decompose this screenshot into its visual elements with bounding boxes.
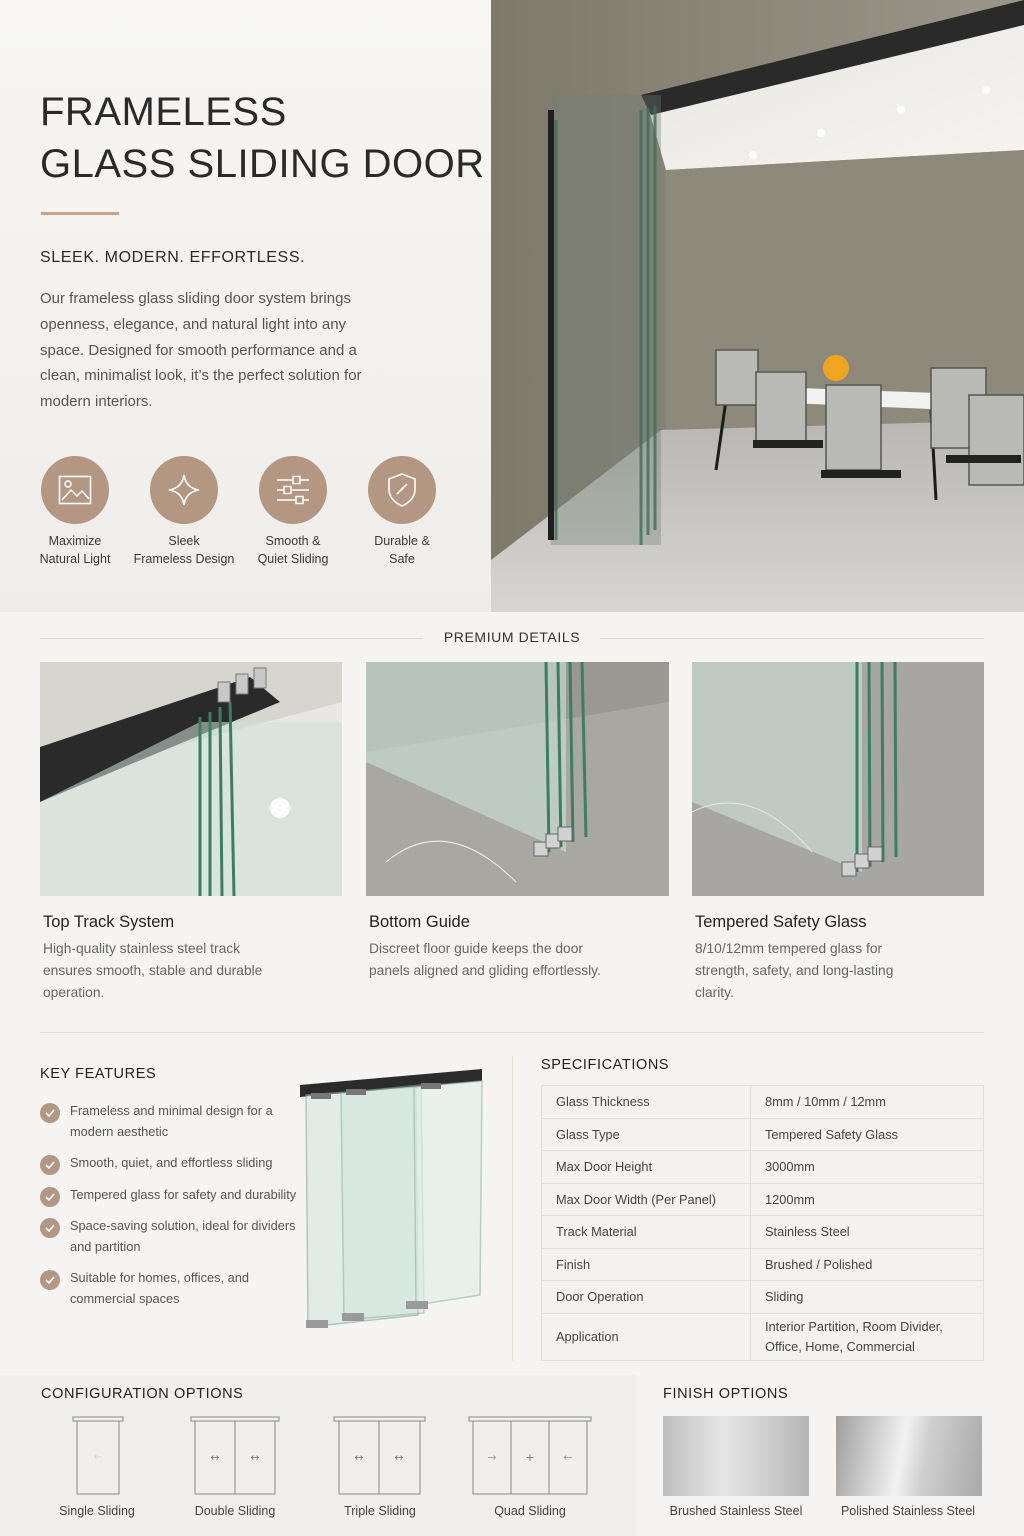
product-render	[296, 1065, 488, 1335]
spec-value: Stainless Steel	[751, 1216, 984, 1249]
title-line-1: FRAMELESS	[40, 90, 287, 134]
feature-item	[40, 1185, 300, 1206]
hero-description: Our frameless glass sliding door system brings openness, elegance, and natural light into any space. Designed for smooth performance and a clean, minimalist look, it’s the perfect solution for modern interiors.	[40, 290, 362, 411]
spec-value: 8mm / 10mm / 12mm	[751, 1086, 984, 1119]
spec-value: Brushed / Polished	[751, 1248, 984, 1281]
config-label: Double Sliding	[194, 1504, 276, 1518]
quad-door-diagram	[465, 1416, 595, 1498]
feature-text: Space-saving solution, ideal for dividers and partition	[70, 1218, 296, 1254]
detail-tempered-glass	[692, 662, 984, 1004]
benefit-list	[30, 456, 470, 576]
triple-door-diagram	[325, 1416, 435, 1498]
title-divider	[41, 212, 119, 215]
sparkle-icon	[150, 456, 218, 524]
feature-text: Tempered glass for safety and durability	[70, 1186, 297, 1202]
double-door-diagram	[180, 1416, 290, 1498]
hero-text-panel	[0, 0, 491, 612]
section-divider	[40, 1032, 984, 1033]
finish-label: Brushed Stainless Steel	[669, 1504, 803, 1518]
spec-key: Glass Thickness	[542, 1086, 751, 1119]
table-row	[542, 1281, 984, 1314]
svg-text:←: ←	[93, 1452, 103, 1463]
config-quad-sliding	[465, 1416, 595, 1518]
benefit-label: Maximize Natural Light	[39, 534, 111, 566]
svg-text:←: ←	[563, 1451, 573, 1464]
benefit-frameless-design	[129, 456, 239, 568]
feature-text: Smooth, quiet, and effortless sliding	[70, 1155, 273, 1170]
check-icon	[40, 1103, 60, 1123]
check-icon	[40, 1187, 60, 1207]
table-row	[542, 1183, 984, 1216]
brushed-steel-swatch	[663, 1416, 809, 1496]
spec-key: Glass Type	[542, 1118, 751, 1151]
svg-text:↔: ↔	[210, 1451, 220, 1464]
spec-key: Track Material	[542, 1216, 751, 1249]
svg-text:↔: ↔	[250, 1451, 260, 1464]
feature-item	[40, 1216, 300, 1257]
hero-room-photo	[491, 0, 1024, 612]
detail-top-track	[40, 662, 342, 1004]
spec-key: Application	[542, 1313, 751, 1360]
feature-item	[40, 1153, 300, 1174]
page-title	[40, 86, 485, 190]
svg-text:↔: ↔	[354, 1451, 364, 1464]
spec-key: Finish	[542, 1248, 751, 1281]
benefit-quiet-sliding	[238, 456, 348, 568]
detail-title: Bottom Guide	[369, 913, 470, 931]
spec-value: Tempered Safety Glass	[751, 1118, 984, 1151]
svg-text:↔: ↔	[394, 1451, 404, 1464]
config-label: Single Sliding	[59, 1504, 135, 1518]
feature-text: Frameless and minimal design for a modern aesthetic	[70, 1103, 273, 1139]
specifications-table	[541, 1085, 984, 1361]
table-row	[542, 1151, 984, 1184]
key-features-list	[40, 1101, 300, 1320]
table-row	[542, 1248, 984, 1281]
check-icon	[40, 1270, 60, 1290]
tempered-glass-photo	[692, 662, 984, 896]
sliders-icon	[259, 456, 327, 524]
config-label: Triple Sliding	[344, 1504, 416, 1518]
specifications-heading: SPECIFICATIONS	[541, 1057, 670, 1073]
detail-title: Top Track System	[43, 913, 175, 931]
config-single-sliding	[47, 1416, 147, 1518]
hero-section	[0, 0, 1024, 612]
shield-icon	[368, 456, 436, 524]
table-row	[542, 1086, 984, 1119]
premium-details-header	[40, 629, 984, 649]
check-icon	[40, 1155, 60, 1175]
top-track-photo	[40, 662, 342, 896]
configuration-heading: CONFIGURATION OPTIONS	[41, 1386, 244, 1402]
check-icon	[40, 1218, 60, 1238]
tagline: SLEEK. MODERN. EFFORTLESS.	[40, 249, 306, 266]
polished-steel-swatch	[836, 1416, 982, 1496]
benefit-label: Smooth & Quiet Sliding	[257, 534, 329, 566]
feature-item	[40, 1101, 300, 1142]
svg-text:+: +	[525, 1451, 535, 1464]
finish-label: Polished Stainless Steel	[840, 1504, 976, 1518]
svg-text:→: →	[487, 1451, 497, 1464]
spec-value: 1200mm	[751, 1183, 984, 1216]
image-icon	[41, 456, 109, 524]
spec-value: 3000mm	[751, 1151, 984, 1184]
detail-text: High-quality stainless steel track ensures smooth, stable and durable operation.	[43, 941, 263, 1000]
table-row	[542, 1313, 984, 1360]
feature-text: Suitable for homes, offices, and commercial spaces	[70, 1270, 250, 1306]
detail-title: Tempered Safety Glass	[695, 913, 867, 931]
title-line-2: GLASS SLIDING DOOR	[40, 142, 485, 186]
spec-value: Sliding	[751, 1281, 984, 1314]
config-double-sliding	[180, 1416, 290, 1518]
spec-key: Max Door Width (Per Panel)	[542, 1183, 751, 1216]
benefit-durable-safe	[347, 456, 457, 568]
finish-heading: FINISH OPTIONS	[663, 1386, 789, 1402]
bottom-guide-photo	[366, 662, 669, 896]
column-divider	[512, 1056, 513, 1361]
detail-text: 8/10/12mm tempered glass for strength, safety, and long-lasting clarity.	[695, 941, 894, 1000]
single-door-diagram	[47, 1416, 147, 1498]
spec-key: Max Door Height	[542, 1151, 751, 1184]
benefit-label: Sleek Frameless Design	[133, 534, 235, 566]
key-features-heading: KEY FEATURES	[40, 1066, 157, 1082]
table-row	[542, 1216, 984, 1249]
detail-text: Discreet floor guide keeps the door panels aligned and gliding effortlessly.	[369, 941, 601, 978]
feature-item	[40, 1268, 300, 1309]
benefit-natural-light	[20, 456, 130, 568]
table-row	[542, 1118, 984, 1151]
benefit-label: Durable & Safe	[374, 534, 430, 566]
config-label: Quad Sliding	[494, 1504, 566, 1518]
premium-details-list	[40, 662, 984, 1007]
config-triple-sliding	[325, 1416, 435, 1518]
detail-bottom-guide	[366, 662, 669, 982]
premium-details-heading: PREMIUM DETAILS	[443, 629, 581, 645]
spec-key: Door Operation	[542, 1281, 751, 1314]
spec-value: Interior Partition, Room Divider, Office, Home, Commercial	[751, 1313, 984, 1360]
